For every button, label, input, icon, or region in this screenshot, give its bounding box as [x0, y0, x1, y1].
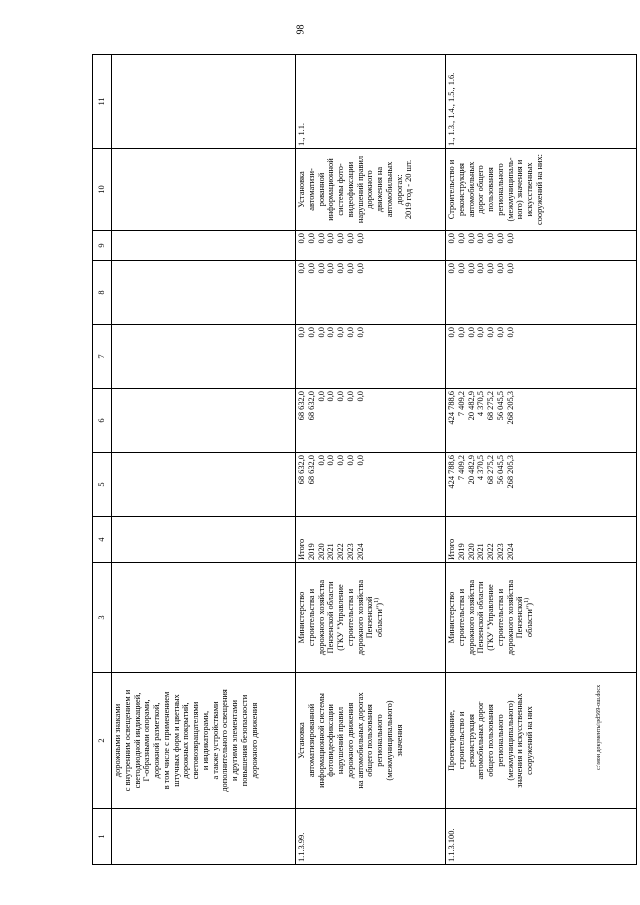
text-line: значения [394, 724, 404, 757]
text-line: автомобильных [384, 161, 394, 218]
measure-code: 1.1.3.99. [297, 832, 306, 862]
indicator-cell [296, 149, 446, 231]
text-line: 0,0 [456, 233, 466, 244]
text-line: искусственных [525, 162, 534, 217]
text-line: на автомобильных дорогах [355, 692, 365, 789]
column-number: 9 [93, 231, 112, 261]
text-line: светодиодной индикацией, [132, 692, 142, 789]
text-line: дорожного [365, 170, 375, 209]
text-line: 0,0 [326, 263, 336, 274]
text-line: Итого [447, 538, 456, 560]
text-line: 0,0 [466, 327, 476, 338]
text-line: 0,0 [336, 455, 345, 466]
text-line: 0,0 [456, 327, 466, 338]
text-line: дорожного движения [345, 702, 355, 779]
text-line: 0,0 [345, 233, 355, 244]
text-line: 424 788,6 [447, 455, 456, 489]
text-line: Пензенской [515, 596, 525, 639]
amount-cell-col6 [446, 389, 637, 453]
text-line: Проектирование, [447, 709, 456, 772]
text-line: 68 275,2 [486, 455, 495, 485]
text-line: 56 045,5 [495, 391, 505, 421]
executor-cell [446, 563, 637, 673]
text-line: 0,0 [316, 391, 326, 402]
text-line: 0,0 [486, 327, 495, 338]
column-number: 8 [93, 261, 112, 325]
amount-cell-col9 [446, 231, 637, 261]
amount-cell-col9 [296, 231, 446, 261]
text-line: 0,0 [306, 263, 316, 274]
text-line: 0,0 [316, 233, 326, 244]
text-line: дорожного хозяйства [505, 579, 515, 656]
text-line: 0,0 [326, 455, 336, 466]
text-line: автоматизированной [306, 703, 316, 778]
executor-cell [296, 563, 446, 673]
text-line: ного) значения и [515, 159, 525, 220]
column-number: 11 [93, 55, 112, 149]
text-line: 2022 [336, 543, 345, 560]
text-line: строительства и [495, 588, 505, 647]
table-row [296, 55, 446, 865]
text-line: общего пользования [486, 704, 495, 777]
text-line: 7 409,2 [456, 391, 466, 417]
text-line: (межмуниципаль- [505, 157, 515, 222]
refs-cell [446, 55, 637, 149]
text-line: световозвращателями [191, 701, 200, 780]
text-line: регионального [495, 714, 505, 767]
text-line: фотовидеофиксации [326, 704, 336, 777]
text-line: 4 370,5 [476, 455, 486, 481]
text-line: 0,0 [447, 327, 456, 338]
text-line: 0,0 [345, 455, 355, 466]
text-line: 2019 год - 20 шт. [404, 159, 414, 220]
text-line: строительство и [456, 711, 466, 770]
text-line: 0,0 [345, 327, 355, 338]
text-line: 0,0 [447, 233, 456, 244]
text-line: Итого [297, 538, 306, 560]
text-line: 0,0 [316, 327, 326, 338]
text-line: 2020 [316, 543, 326, 560]
text-line: Установка [297, 722, 306, 759]
text-line: области")$^{1)}$ [374, 597, 384, 638]
text-line: дополнительного освещения [220, 689, 230, 792]
amount-cell-col7 [296, 325, 446, 389]
continuation-row [112, 55, 296, 865]
amount-cell-col5 [296, 453, 446, 517]
table-row [446, 55, 637, 865]
text-line: 424 788,6 [447, 391, 456, 425]
text-line: системы фото- [336, 163, 345, 216]
amount-cell-col8 [446, 261, 637, 325]
text-line: и индикаторами, [200, 710, 210, 771]
text-line: а также устройствами [210, 701, 220, 780]
text-line: 268 205,3 [505, 455, 515, 489]
text-line: 0,0 [306, 233, 316, 244]
text-line: 0,0 [495, 263, 505, 274]
text-line: 2022 [486, 543, 495, 560]
text-line: реконструкция [466, 714, 476, 767]
text-line: 0,0 [297, 263, 306, 274]
text-line: в том числе с применением [161, 691, 171, 790]
text-line: Пензенской области [326, 581, 336, 654]
text-line: 2023 [495, 543, 505, 560]
text-line: дорогах: [394, 174, 404, 205]
amount-cell-col8 [296, 261, 446, 325]
text-line: дорожной разметкой, [152, 702, 161, 779]
column-number: 2 [93, 673, 112, 809]
text-line: (межмуниципального) [505, 700, 515, 781]
text-line: 268 205,3 [505, 391, 515, 425]
text-line: (ГКУ "Управление [336, 584, 345, 651]
page-number: 98 [295, 24, 307, 35]
text-line: 7 409,2 [456, 455, 466, 481]
text-line: 68 632,0 [297, 391, 306, 421]
text-line: 2021 [476, 543, 486, 560]
text-line: 0,0 [456, 263, 466, 274]
column-number: 4 [93, 517, 112, 563]
text-line: 56 045,5 [495, 455, 505, 485]
text-line: 0,0 [476, 327, 486, 338]
text-line: 0,0 [306, 327, 316, 338]
text-line: 0,0 [495, 327, 505, 338]
text-line: Г-образными опорами, [142, 699, 152, 782]
text-line: 68 632,0 [297, 455, 306, 485]
text-line: Пензенской [365, 596, 375, 639]
text-line: 0,0 [447, 263, 456, 274]
description-cell [446, 673, 637, 809]
text-line: дорожного хозяйства [316, 579, 326, 656]
text-line: области")$^{1)}$ [524, 597, 534, 638]
text-line: 0,0 [505, 263, 515, 274]
text-line: рованной [316, 172, 326, 207]
text-line: 0,0 [336, 327, 345, 338]
text-line: (межмуниципального) [384, 700, 394, 781]
text-line: регионального [375, 714, 384, 767]
text-line: 0,0 [505, 233, 515, 244]
text-line: 68 632,0 [306, 455, 316, 485]
text-line: Пензенской области [476, 581, 486, 654]
text-line: и другими элементами [230, 700, 239, 781]
text-line: 0,0 [336, 263, 345, 274]
text-line: 2024 [505, 543, 515, 560]
text-line: 2023 [345, 543, 355, 560]
text-line: дорожных покрытий, [181, 702, 191, 779]
text-line: 0,0 [466, 233, 476, 244]
text-line: 0,0 [345, 263, 355, 274]
text-line: 0,0 [355, 233, 365, 244]
indicator-refs: 1., 1.1. [297, 122, 306, 146]
text-line: 0,0 [336, 233, 345, 244]
text-line: нарушений правил [355, 155, 365, 224]
text-line: строительства и [345, 588, 355, 647]
text-line: Министерство [297, 591, 306, 644]
refs-cell [296, 55, 446, 149]
text-line: строительства и [306, 588, 316, 647]
text-line: дорожного хозяйства [355, 579, 365, 656]
text-line: 0,0 [505, 327, 515, 338]
text-line: 0,0 [316, 455, 326, 466]
description-cell [296, 673, 446, 809]
years-cell [446, 517, 637, 563]
footer-file-path: c:\мои документы\рd569-ош.docx [596, 684, 602, 770]
text-line: информационной [326, 158, 336, 221]
text-line: строительства и [456, 588, 466, 647]
text-line: дорожного хозяйства [466, 579, 476, 656]
text-line: 0,0 [355, 327, 365, 338]
amount-cell-col6 [296, 389, 446, 453]
text-line: 0,0 [336, 391, 345, 402]
text-line: автомобильных [466, 161, 476, 218]
text-line: 0,0 [486, 233, 495, 244]
text-line: 0,0 [297, 327, 306, 338]
text-line: 0,0 [355, 263, 365, 274]
text-line: общего пользования [365, 704, 375, 777]
column-number: 6 [93, 389, 112, 453]
text-line: Строительство и [447, 159, 456, 220]
text-line: 2020 [466, 543, 476, 560]
text-line: 0,0 [326, 327, 336, 338]
text-line: автоматизи- [306, 168, 316, 211]
text-line: 0,0 [316, 263, 326, 274]
description-lines [113, 675, 259, 806]
amount-cell-col7 [446, 325, 637, 389]
text-line: 0,0 [345, 391, 355, 402]
text-line: 2019 [306, 543, 316, 560]
indicator-cell [446, 149, 637, 231]
code-cell [446, 809, 637, 865]
column-number-row [93, 55, 112, 865]
text-line: дорожными знаками [113, 703, 122, 778]
column-number: 3 [93, 563, 112, 673]
text-line: реконструкция [456, 163, 466, 216]
text-line: 2019 [456, 543, 466, 560]
text-line: 0,0 [476, 233, 486, 244]
text-line: информационной системы [316, 693, 326, 788]
description-cell [112, 673, 296, 809]
text-line: 2021 [326, 543, 336, 560]
rotated-table-container [92, 55, 637, 865]
text-line: 0,0 [326, 391, 336, 402]
years-cell [296, 517, 446, 563]
text-line: Установка [297, 171, 306, 208]
measure-code: 1.1.3.100. [447, 828, 456, 862]
text-line: 2024 [355, 543, 365, 560]
code-cell [296, 809, 446, 865]
indicator-refs: 1., 1.3., 1.4., 1.5., 1.6. [447, 72, 456, 146]
text-line: нарушений правил [336, 706, 345, 775]
text-line: Министерство [447, 591, 456, 644]
text-line: автомобильных дорог [476, 701, 486, 780]
text-line: движения на [375, 166, 384, 213]
text-line: 0,0 [476, 263, 486, 274]
amount-cell-col5 [446, 453, 637, 517]
text-line: сооружений на них [525, 706, 534, 775]
text-line: 0,0 [495, 233, 505, 244]
text-line: 68 275,2 [486, 391, 495, 421]
text-line: 0,0 [355, 455, 365, 466]
text-line: видеофиксации [345, 161, 355, 218]
code-cell [112, 809, 296, 865]
text-line: (ГКУ "Управление [486, 584, 495, 651]
text-line: с внутренним освещением и [122, 689, 132, 792]
text-line: значения и искусственных [515, 693, 525, 788]
text-line: 0,0 [466, 263, 476, 274]
text-line: дорог общего [476, 165, 486, 214]
column-number: 1 [93, 809, 112, 865]
text-line: регионального [495, 163, 505, 216]
text-line: 0,0 [486, 263, 495, 274]
program-measures-table [92, 54, 637, 865]
text-line: дорожного движения [249, 702, 259, 779]
text-line: 0,0 [297, 233, 306, 244]
text-line: 68 632,0 [306, 391, 316, 421]
text-line: повышения безопасности [239, 694, 249, 787]
text-line: 0,0 [326, 233, 336, 244]
text-line: сооружений на них: [534, 154, 544, 225]
text-line: 20 482,9 [466, 391, 476, 421]
text-line: 0,0 [355, 391, 365, 402]
column-number: 7 [93, 325, 112, 389]
text-line: 4 370,5 [476, 391, 486, 417]
text-line: 20 482,9 [466, 455, 476, 485]
column-number: 5 [93, 453, 112, 517]
column-number: 10 [93, 149, 112, 231]
text-line: пользования [486, 167, 495, 212]
text-line: штучных форм и цветных [171, 694, 181, 787]
